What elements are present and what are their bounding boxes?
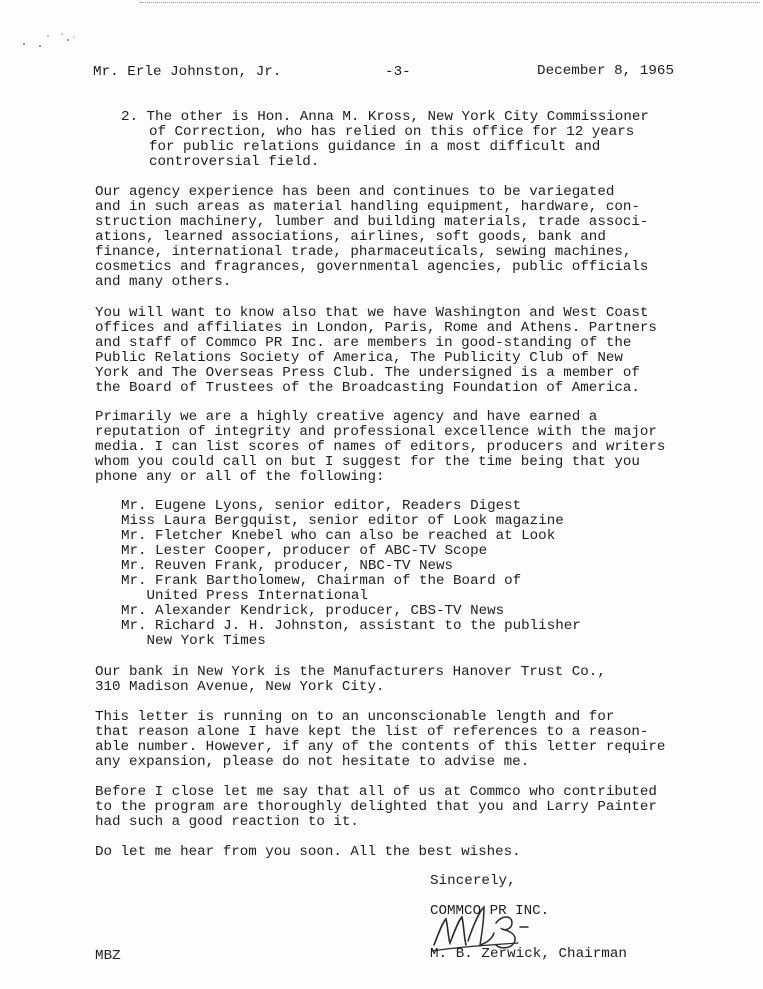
item-line: controversial field. <box>149 154 320 170</box>
top-dotted-rule <box>140 2 760 3</box>
paragraph-line: any expansion, please do not hesitate to advise me. <box>95 754 530 770</box>
paragraph-line: finance, international trade, pharmaceuticals, sewing machines, <box>95 244 632 260</box>
closing-salutation: Sincerely, <box>430 873 516 889</box>
paragraph-line: Do let me hear from you soon. All the best wishes. <box>95 844 521 860</box>
paragraph-line: able number. However, if any of the contents of this letter require <box>95 739 666 755</box>
paragraph-letter-length <box>95 710 665 770</box>
paragraph-line: to the program are thoroughly delighted that you and Larry Painter <box>95 799 657 815</box>
paragraph-agency-experience <box>95 185 648 290</box>
reference-item: Mr. Alexander Kendrick, producer, CBS-TV News <box>121 603 505 619</box>
paragraph-line: struction machinery, lumber and building materials, trade associ- <box>95 214 649 230</box>
paragraph-line: York and The Overseas Press Club. The undersigned is a member of <box>95 365 640 381</box>
paragraph-line: Public Relations Society of America, The Publicity Club of New <box>95 350 623 366</box>
paragraph-line: Our agency experience has been and continues to be variegated <box>95 184 615 200</box>
scan-speckle-marks <box>18 30 88 52</box>
paragraph-bank <box>95 665 606 695</box>
numbered-item-2-continuation <box>149 125 634 170</box>
paragraph-offices <box>95 306 657 396</box>
item-line: for public relations guidance in a most difficult and <box>149 139 601 155</box>
recipient-name: Mr. Erle Johnston, Jr. <box>93 64 282 80</box>
paragraph-line: had such a good reaction to it. <box>95 814 359 830</box>
letter-date: December 8, 1965 <box>537 63 675 79</box>
paragraph-line: Before I close let me say that all of us at Commco who contributed <box>95 784 657 800</box>
reference-item: United Press International <box>121 588 368 604</box>
reference-item: Mr. Reuven Frank, producer, NBC-TV News <box>121 558 454 574</box>
references-list <box>121 499 581 649</box>
reference-item: New York Times <box>121 633 266 649</box>
paragraph-best-wishes <box>95 845 521 860</box>
paragraph-line: and many others. <box>95 274 232 290</box>
paragraph-line: Our bank in New York is the Manufacturers Hanover Trust Co., <box>95 664 606 680</box>
paragraph-creative-agency <box>95 410 665 485</box>
paragraph-line: and in such areas as material handling equipment, hardware, con- <box>95 199 640 215</box>
paragraph-line: the Board of Trustees of the Broadcasting Foundation of America. <box>95 380 640 396</box>
paragraph-line: reputation of integrity and professional excellence with the major <box>95 424 657 440</box>
paragraph-line: You will want to know also that we have Washington and West Coast <box>95 305 649 321</box>
paragraph-line: ations, learned associations, airlines, soft goods, bank and <box>95 229 606 245</box>
item-line: of Correction, who has relied on this office for 12 years <box>149 124 635 140</box>
paragraph-line: that reason alone I have kept the list of references to a reason- <box>95 724 649 740</box>
paragraph-line: Primarily we are a highly creative agency and have earned a <box>95 409 598 425</box>
item-line: 2. The other is Hon. Anna M. Kross, New York City Commissioner <box>121 109 649 125</box>
paragraph-line: phone any or all of the following: <box>95 469 385 485</box>
reference-item: Mr. Frank Bartholomew, Chairman of the Board of <box>121 573 522 589</box>
paragraph-line: cosmetics and fragrances, governmental agencies, public officials <box>95 259 649 275</box>
paragraph-line: and staff of Commco PR Inc. are members in good-standing of the <box>95 335 632 351</box>
numbered-item-2 <box>121 110 649 125</box>
paragraph-closing-remarks <box>95 785 657 830</box>
typist-initials: MBZ <box>95 948 121 964</box>
paragraph-line: 310 Madison Avenue, New York City. <box>95 679 385 695</box>
signer-name: M. B. Zerwick, Chairman <box>430 946 627 962</box>
paragraph-line: media. I can list scores of names of editors, producers and writers <box>95 439 666 455</box>
reference-item: Mr. Lester Cooper, producer of ABC-TV Scope <box>121 543 488 559</box>
reference-item: Mr. Richard J. H. Johnston, assistant to the publisher <box>121 618 581 634</box>
paragraph-line: whom you could call on but I suggest for the time being that you <box>95 454 640 470</box>
reference-item: Miss Laura Bergquist, senior editor of Look magazine <box>121 513 564 529</box>
firm-name: COMMCO PR INC. <box>430 903 550 919</box>
paragraph-line: This letter is running on to an unconscionable length and for <box>95 709 615 725</box>
reference-item: Mr. Fletcher Knebel who can also be reached at Look <box>121 528 556 544</box>
reference-item: Mr. Eugene Lyons, senior editor, Readers Digest <box>121 498 522 514</box>
page-number: -3- <box>385 64 411 80</box>
paragraph-line: offices and affiliates in London, Paris, Rome and Athens. Partners <box>95 320 657 336</box>
